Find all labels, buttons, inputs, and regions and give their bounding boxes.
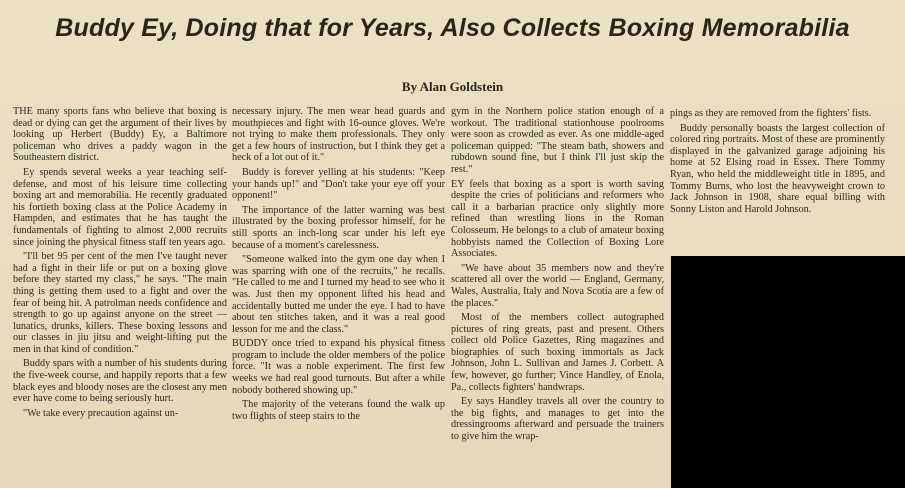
article-column-4 (670, 108, 885, 218)
paragraph: Ey spends several weeks a year teaching self-defense, and most of his leisure time collecting boxing art and memorabilia. He recently graduated his fortieth boxing class at the Police Academy in Hampden, and estimates that he has taught the fundamentals of fighting to almost 2,000 recruits since joining the physical fitness staff ten years ago. (13, 166, 227, 248)
paragraph: THE many sports fans who believe that boxing is dead or dying can get the argument of their lives by looking up Herbert (Buddy) Ey, a Baltimore policeman who drives a paddy wagon in the Southeastern district. (13, 106, 227, 164)
paragraph: Ey says Handley travels all over the country to the big fights, and manages to get into the dressingrooms afterward and persuade the trainers to give him the wrap- (451, 396, 664, 443)
paragraph: pings as they are removed from the fighters' fists. (670, 108, 872, 119)
paragraph: EY feels that boxing as a sport is worth saving despite the cries of politicians and reformers who call it a barbarian practice only slightly more refined than wrestling lions in the Roman Colosseum. He belongs to a club of amateur boxing hobbyists named the Collection of Boxing Lore Associates. (451, 178, 664, 260)
redacted-black-area (671, 256, 905, 488)
paragraph: BUDDY once tried to expand his physical fitness program to include the older members of the police force. "It was a noble experiment. The first few weeks we had real good turnouts. But after a while nobody bothered showing up." (232, 338, 445, 396)
paragraph: The importance of the latter warning was best illustrated by the boxing professor himself, for he still sports an inch-long scar under his left eye because of a moment's carelessness. (232, 204, 445, 251)
paragraph: Most of the members collect autographed pictures of ring greats, past and present. Others collect old Police Gazettes, Ring magazines and biographies of such boxing immortals as Jack Johnson, John L. Sullivan and James J. Corbett. A few, however, go further; Vince Handley, of Enola, Pa., collects fighters' handwraps. (451, 312, 664, 393)
article-column-2 (232, 106, 445, 425)
paragraph: The majority of the veterans found the walk up two flights of steep stairs to the (232, 399, 445, 422)
paragraph: Buddy personally boasts the largest collection of colored ring portraits. Most of these are prominently displayed in the galvanized garage adjoining his home at 52 Elsing road in Essex. There Tommy Ryan, who held the middleweight title in 1895, and Tommy Burns, who lost the heavyweight crown to Jack Johnson in 1908, share equal billing with Sonny Liston and Harold Johnson. (670, 122, 885, 215)
paragraph: gym in the Northern police station enough of a workout. The traditional stationhouse poolrooms were soon as crowded as ever. As one middle-aged policeman quipped: "The steam bath, showers and rubdown sound fine, but I think I'll just skip the rest." (451, 106, 664, 175)
paragraph: Buddy spars with a number of his students during the five-week course, and happily reports that a few black eyes and bloody noses are the closest any men ever have come to being seriously hurt. (13, 358, 227, 405)
article-headline: Buddy Ey, Doing that for Years, Also Collects Boxing Memorabilia (55, 14, 850, 42)
paragraph: "Someone walked into the gym one day when I was sparring with one of the recruits," he recalls. "He called to me and I turned my head to see who it was. Just then my opponent lifted his head and accidentally butted me under the eye. I had to have about ten stitches taken, and it was a real good lesson for me and the class." (232, 254, 445, 335)
paragraph: necessary injury. The men wear head guards and mouthpieces and fight with 16-ounce gloves. We're not trying to make them professionals. They only get a few hours of instruction, but I think they get a heck of a lot out of it." (232, 106, 445, 164)
article-byline: By Alan Goldstein (401, 79, 504, 94)
paragraph: Buddy is forever yelling at his students: "Keep your hands up!" and "Don't take your eye off your opponent!" (232, 166, 445, 202)
article-column-3 (451, 106, 664, 446)
article-column-1 (13, 106, 227, 422)
paragraph: "We have about 35 members now and they're scattered all over the world — England, Germany, Wales, Australia, Italy and Nova Scotia are a few of the places." (451, 262, 664, 309)
paragraph: "We take every precaution against un- (23, 407, 179, 419)
paragraph: "I'll bet 95 per cent of the men I've taught never had a fight in their life or put on a boxing glove before they started my class," he says. "The main thing is getting them used to a fight and over the fear of being hit. A patrolman needs confidence and strength to go up against anyone on the street — lunatics, drunks, killers. These boxing lessons and our classes in jiu jitsu and weight-lifting put the men in that kind of condition." (13, 251, 227, 355)
